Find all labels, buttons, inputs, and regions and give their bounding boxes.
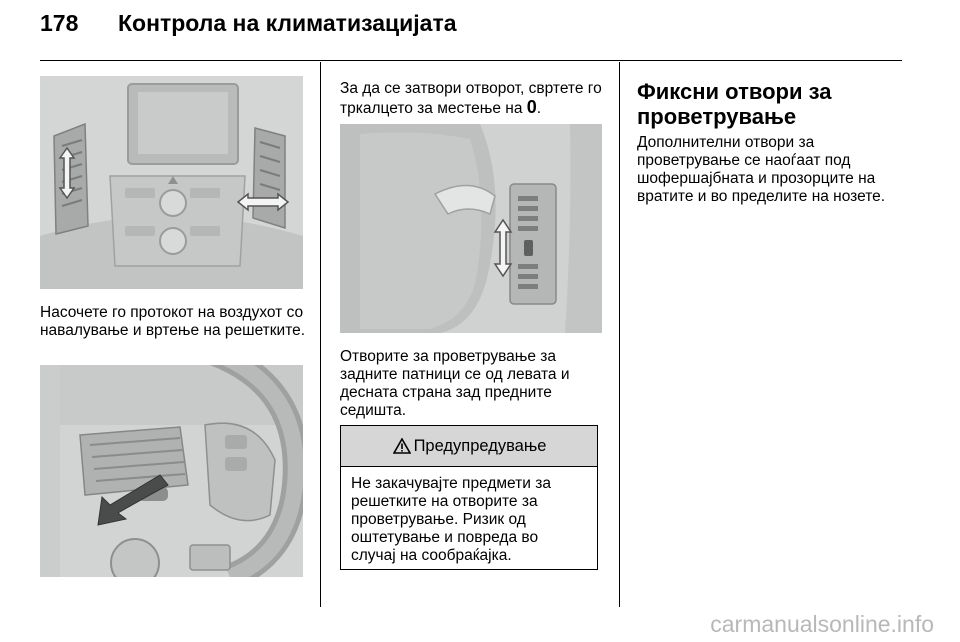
vent-direction-text: Насочете го протокот на воздухот со навалување и вртење на решетките. bbox=[40, 304, 306, 339]
warning-title: Предупредување bbox=[413, 436, 547, 455]
close-symbol: 0 bbox=[526, 97, 537, 117]
warning-triangle-icon bbox=[392, 437, 412, 455]
warning-text: Не закачувајте предмети за решетките на отворите за проветрување. Ризик од оштетување и повреда во случај на сообраќајка. bbox=[351, 475, 551, 564]
page-title: Контрола на климатизацијата bbox=[118, 10, 457, 36]
warning-box bbox=[340, 425, 598, 570]
close-vent-text bbox=[340, 80, 602, 118]
fixed-vents-text: Дополнителни отвори за проветрување се наоѓаат под шофершајбната и прозорците на вратите и во пределите на нозете. bbox=[637, 134, 886, 205]
column-divider-right bbox=[619, 62, 620, 607]
rear-vent-figure bbox=[340, 124, 602, 333]
header-rule bbox=[40, 60, 902, 61]
dashboard-vents-figure bbox=[40, 76, 303, 289]
fixed-vents-heading: Фиксни отвори за проветрување bbox=[637, 79, 832, 129]
close-vent-text-b: . bbox=[536, 100, 542, 117]
watermark: carmanualsonline.info bbox=[710, 611, 934, 637]
vent-thumbwheel-figure bbox=[40, 365, 303, 577]
close-vent-text-a: За да се затвори отворот, свртете го тркалцето за местење на bbox=[340, 80, 602, 117]
column-divider-left bbox=[320, 62, 321, 607]
warning-header bbox=[341, 426, 597, 467]
rear-vents-text: Отворите за проветрување за задните патници се од левата и десната страна зад предните седишта. bbox=[340, 348, 570, 419]
page-number: 178 bbox=[40, 10, 79, 36]
